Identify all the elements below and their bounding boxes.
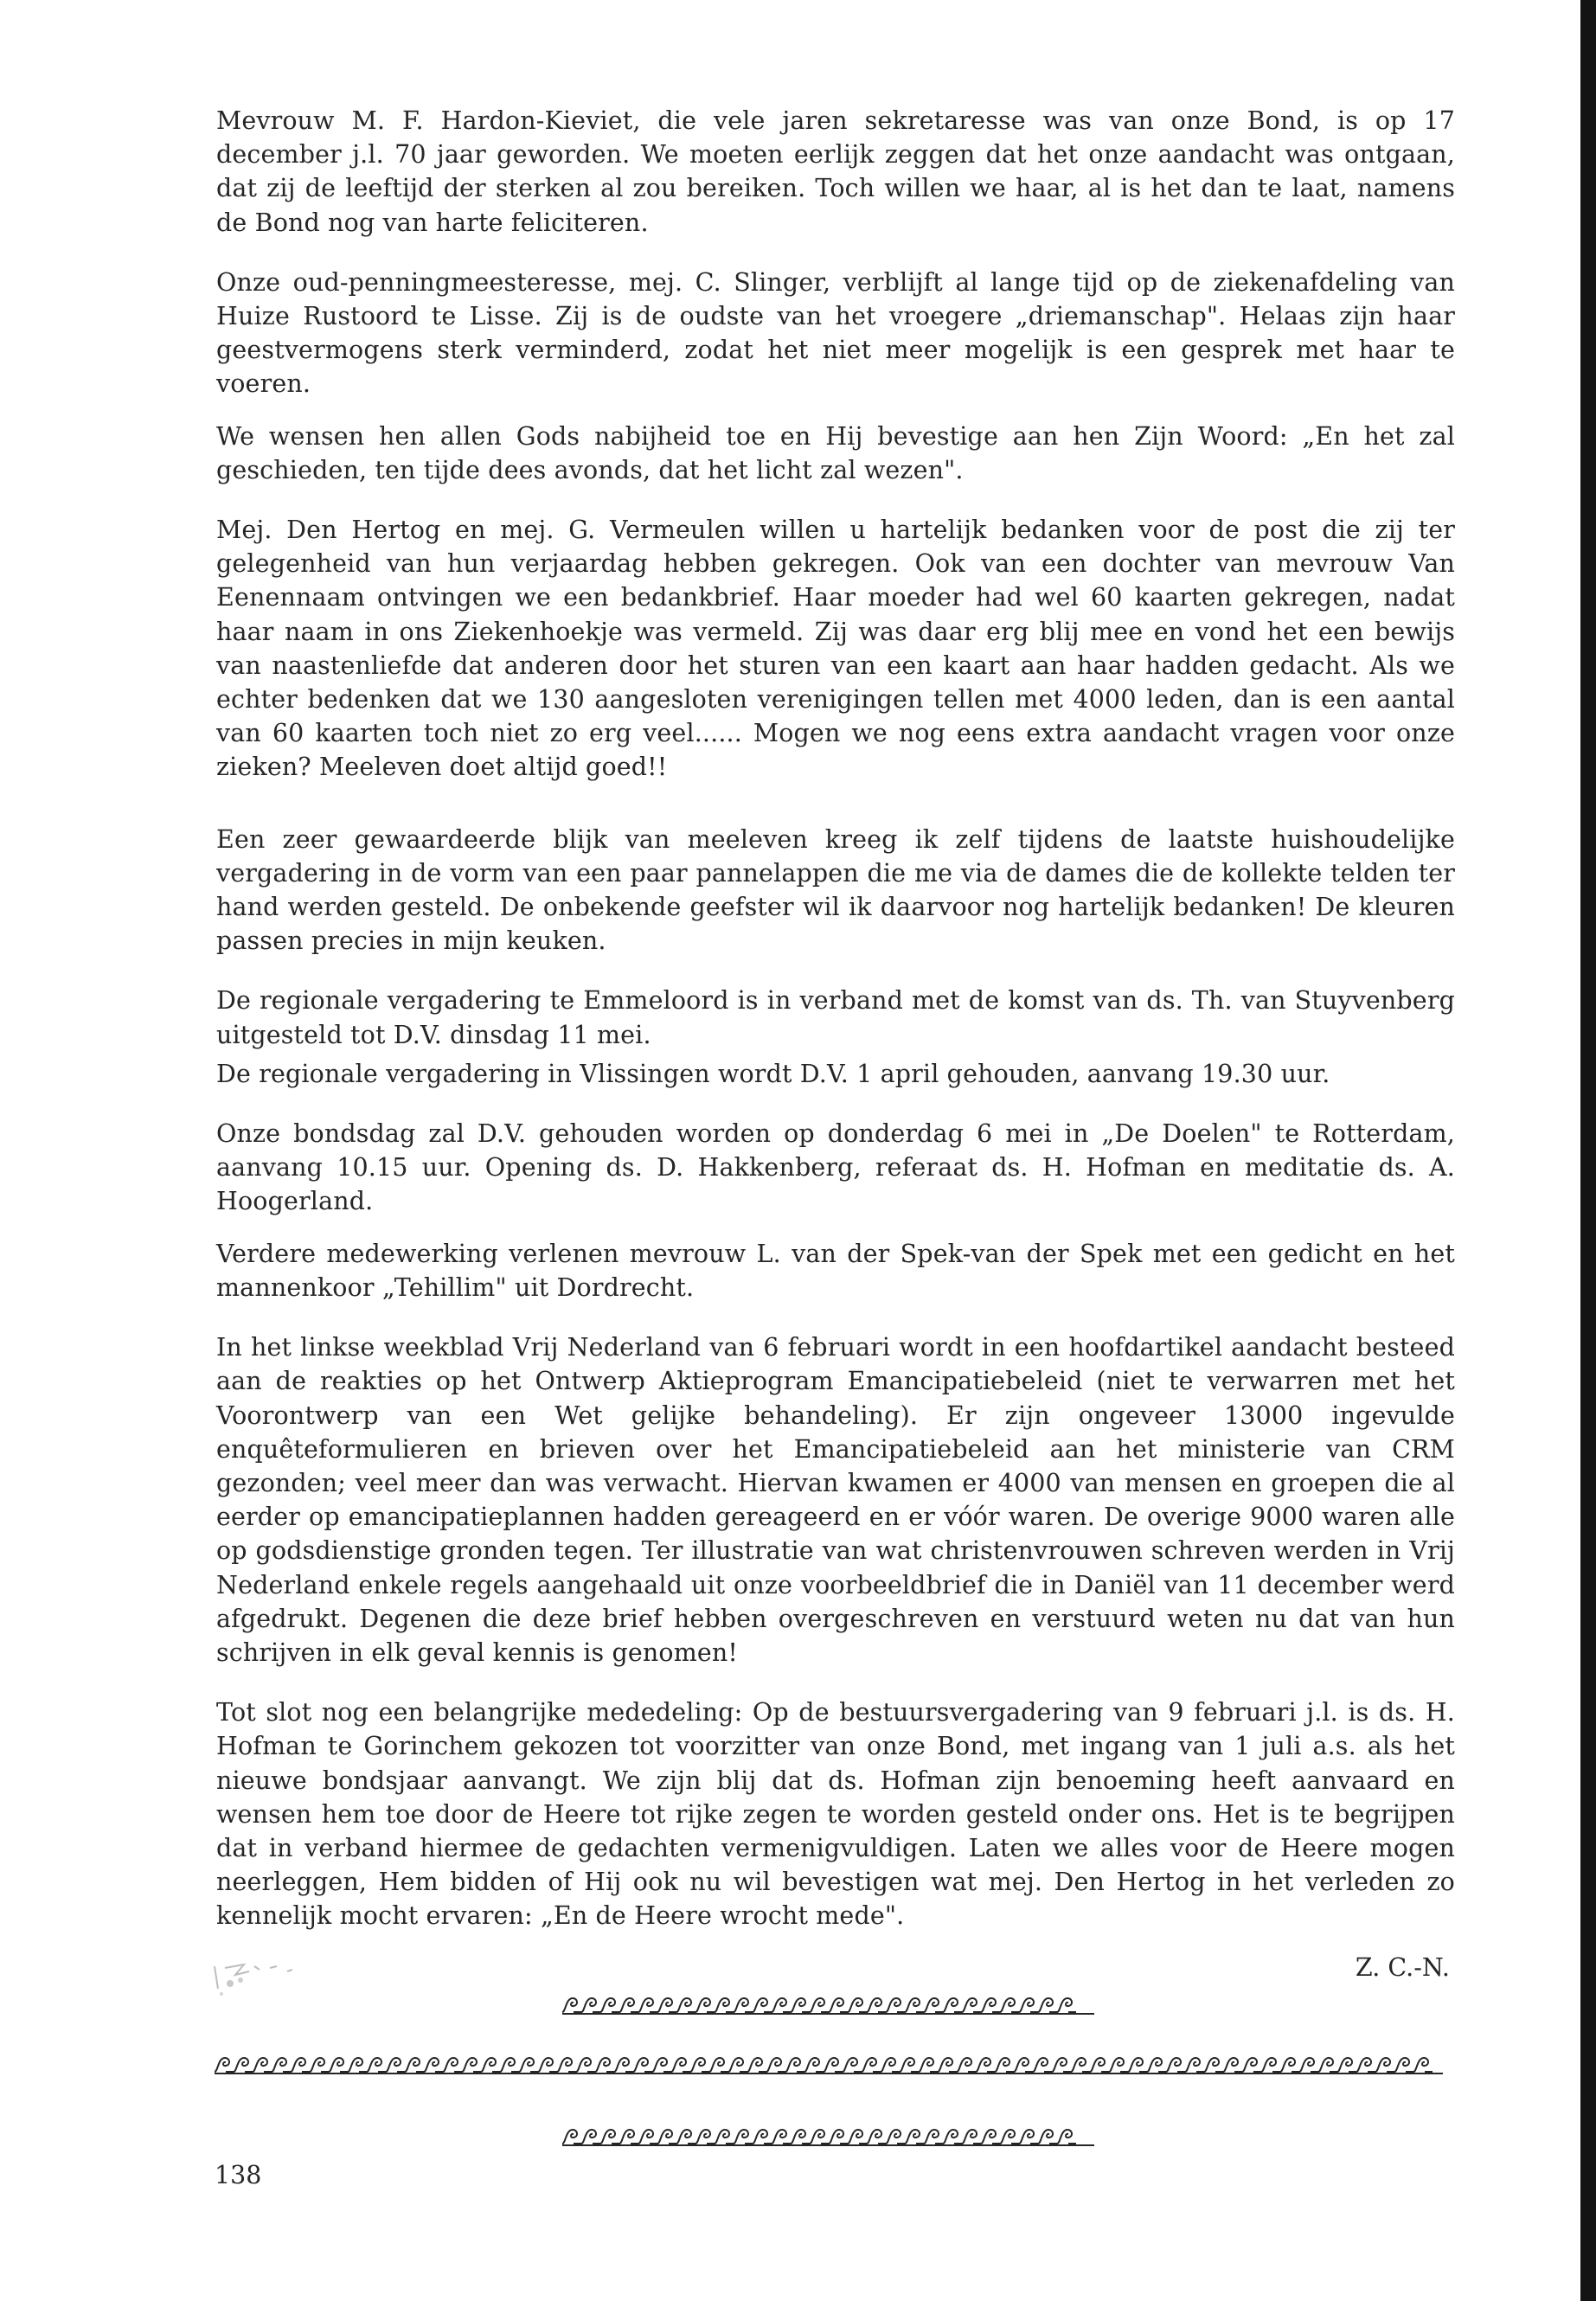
paragraph-blessing: We wensen hen allen Gods nabijheid toe en Hij bevestige aan hen Zijn Woord: „En het zal geschieden, ten tijde dees avonds, dat het licht zal wezen".: [216, 421, 1455, 484]
paragraph-vrij-nederland: In het linkse weekblad Vrij Nederland van 6 februari wordt in een hoofdartikel aandacht besteed aan de reakties op het Ontwerp Aktieprogram Emancipatiebeleid (niet te verwarren met het Voorontwerp van een Wet gelijke behandeling). Er zijn ongeveer 13000 ingevulde enquêteformulieren en brieven over het Emancipatiebeleid aan het ministerie van CRM gezonden; veel meer dan was verwacht. Hiervan kwamen er 4000 van mensen en groepen die al eerder op emancipatieplannen hadden gereageerd en er vóór waren. De overige 9000 waren alle op godsdienstige gronden tegen. Ter illustratie van wat christenvrouwen schreven werden in Vrij Nederland enkele regels aangehaald uit onze voorbeeldbrief die in Daniël van 11 december werd afgedrukt. Degenen die deze brief hebben overgeschreven en verstuurd weten nu dat van hun schrijven in elk geval kennis is genomen!: [216, 1333, 1455, 1667]
wave-ornament-path: [562, 2130, 1076, 2144]
ink-smudge: [209, 1954, 313, 1997]
paragraph-slinger: Onze oud-penningmeesteresse, mej. C. Slinger, verblijft al lange tijd op de ziekenafdeling van Huize Rustoord te Lisse. Zij is de oudste van het vroegere „driemanschap". Helaas zijn haar geestvermogens sterk verminderd, zodat het niet meer mogelijk is een gesprek met haar te voeren.: [216, 267, 1455, 399]
paragraph-thanks-post: Mej. Den Hertog en mej. G. Vermeulen willen u hartelijk bedanken voor de post die zij ter gelegenheid van hun verjaardag hebben gekregen. Ook van een dochter van mevrouw Van Eenennaam ontvingen we een bedankbrief. Haar moeder had wel 60 kaarten gekregen, nadat haar naam in ons Ziekenhoekje was vermeld. Zij was daar erg blij mee en vond het een bewijs van naastenliefde dat anderen door het sturen van een kaart aan haar hadden gedacht. Als we echter bedenken dat we 130 aangesloten verenigingen tellen met 4000 leden, dan is een aantal van 60 kaarten toch niet zo erg veel...... Mogen we nog eens extra aandacht vragen voor onze zieken? Meeleven doet altijd goed!!: [216, 516, 1455, 782]
article-body: [216, 104, 1455, 1990]
wave-ornament-path: [562, 1998, 1076, 2012]
paragraph-bondsdag: Onze bondsdag zal D.V. gehouden worden op donderdag 6 mei in „De Doelen" te Rotterdam, aanvang 10.15 uur. Opening ds. D. Hakkenberg, referaat ds. H. Hofman en meditatie ds. A. Hoogerland.: [216, 1119, 1455, 1216]
paragraph-medewerking: Verdere medewerking verlenen mevrouw L. van der Spek-van der Spek met een gedicht en het mannenkoor „Tehillim" uit Dordrecht.: [216, 1239, 1455, 1302]
page-number: 138: [215, 2161, 262, 2189]
author-signature: Z. C.-N.: [1355, 1952, 1450, 1982]
paragraph-new-chairman: Tot slot nog een belangrijke mededeling: Op de bestuursvergadering van 9 februari j.l. is ds. H. Hofman te Gorinchem gekozen tot voorzitter van onze Bond, met ingang van 1 juli a.s. als het nieuwe bondsjaar aanvangt. We zijn blij dat ds. Hofman zijn benoeming heeft aanvaard en wensen hem toe door de Heere tot rijke zegen te worden gesteld onder ons. Het is te begrijpen dat in verband hiermee de gedachten vermenigvuldigen. Laten we alles voor de Heere mogen neerleggen, Hem bidden of Hij ook nu wil bevestigen wat mej. Den Hertog in het verleden zo kennelijk mocht ervaren: „En de Heere wrocht mede".: [216, 1698, 1455, 1931]
decorative-wave-border-bottom: [562, 2125, 1094, 2148]
signature-row: [216, 1947, 1455, 1990]
paragraph-regional-vlissingen: De regionale vergadering in Vlissingen wordt D.V. 1 april gehouden, aanvang 19.30 uur.: [216, 1059, 1330, 1088]
paragraph-birthday-hardon-kieviet: Mevrouw M. F. Hardon-Kieviet, die vele jaren sekretaresse was van onze Bond, is op 17 december j.l. 70 jaar geworden. We moeten eerlijk zeggen dat het onze aandacht was ontgaan, dat zij de leeftijd der sterken al zou bereiken. Toch willen we haar, al is het dan te laat, namens de Bond nog van harte feliciteren.: [216, 106, 1455, 237]
paragraph-pannelappen: Een zeer gewaardeerde blijk van meeleven kreeg ik zelf tijdens de laatste huishoudelijke vergadering in de vorm van een paar pannelappen die me via de dames die de kollekte telden ter hand werden gesteld. De onbekende geefster wil ik daarvoor nog hartelijk bedanken! De kleuren passen precies in mijn keuken.: [216, 824, 1455, 956]
wave-ornament-path: [215, 2058, 1433, 2072]
paragraph-regional-emmeloord: De regionale vergadering te Emmeloord is in verband met de komst van ds. Th. van Stuyvenberg uitgesteld tot D.V. dinsdag 11 mei.: [216, 986, 1455, 1049]
decorative-wave-border-middle: [215, 2054, 1443, 2076]
decorative-wave-border-top: [562, 1994, 1094, 2016]
scan-page-edge: [1580, 0, 1596, 2301]
